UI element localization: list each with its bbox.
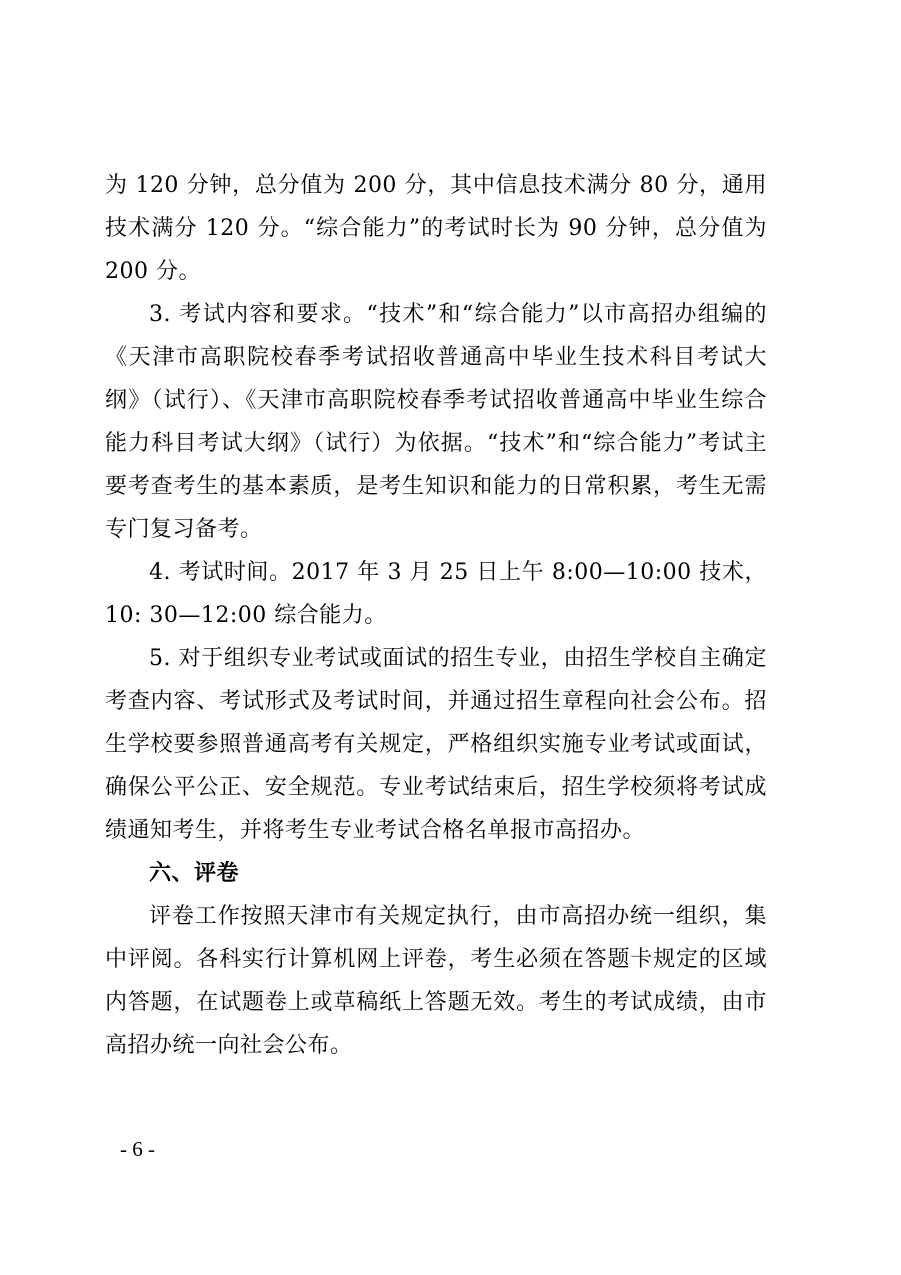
paragraph-item-4-exam-time: 4. 考试时间。2017 年 3 月 25 日上午 8:00—10:00 技术，10: 30—12:00 综合能力。 (105, 560, 767, 628)
paragraph-exam-duration-continued: 为 120 分钟，总分值为 200 分，其中信息技术满分 80 分，通用技术满分 120 分。“综合能力”的考试时长为 90 分钟，总分值为 200 分。 (105, 173, 767, 284)
paragraph-grading-rules: 评卷工作按照天津市有关规定执行，由市高招办统一组织，集中评阅。各科实行计算机网上评卷，考生必须在答题卡规定的区域内答题，在试题卷上或草稿纸上答题无效。考生的考试成绩，由市高招办统一向社会公布。 (105, 904, 767, 1058)
page-number: - 6 - (120, 1137, 155, 1161)
section-heading-grading: 六、评卷 (149, 861, 240, 886)
paragraph-item-5-professional-exam: 5. 对于组织专业考试或面试的招生专业，由招生学校自主确定考查内容、考试形式及考试时间，并通过招生章程向社会公布。招生学校要参照普通高考有关规定，严格组织实施专业考试或面试，确保公平公正、安全规范。专业考试结束后，招生学校须将考试成绩通知考生，并将考生专业考试合格名单报市高招办。 (105, 646, 767, 843)
document-body (105, 164, 767, 1067)
paragraph-item-3-content-requirements: 3. 考试内容和要求。“技术”和“综合能力”以市高招办组编的《天津市高职院校春季考试招收普通高中毕业生技术科目考试大纲》（试行）、《天津市高职院校春季考试招收普通高中毕业生综合能力科目考试大纲》（试行）为依据。“技术”和“综合能力”考试主要考查考生的基本素质，是考生知识和能力的日常积累，考生无需专门复习备考。 (105, 302, 767, 542)
